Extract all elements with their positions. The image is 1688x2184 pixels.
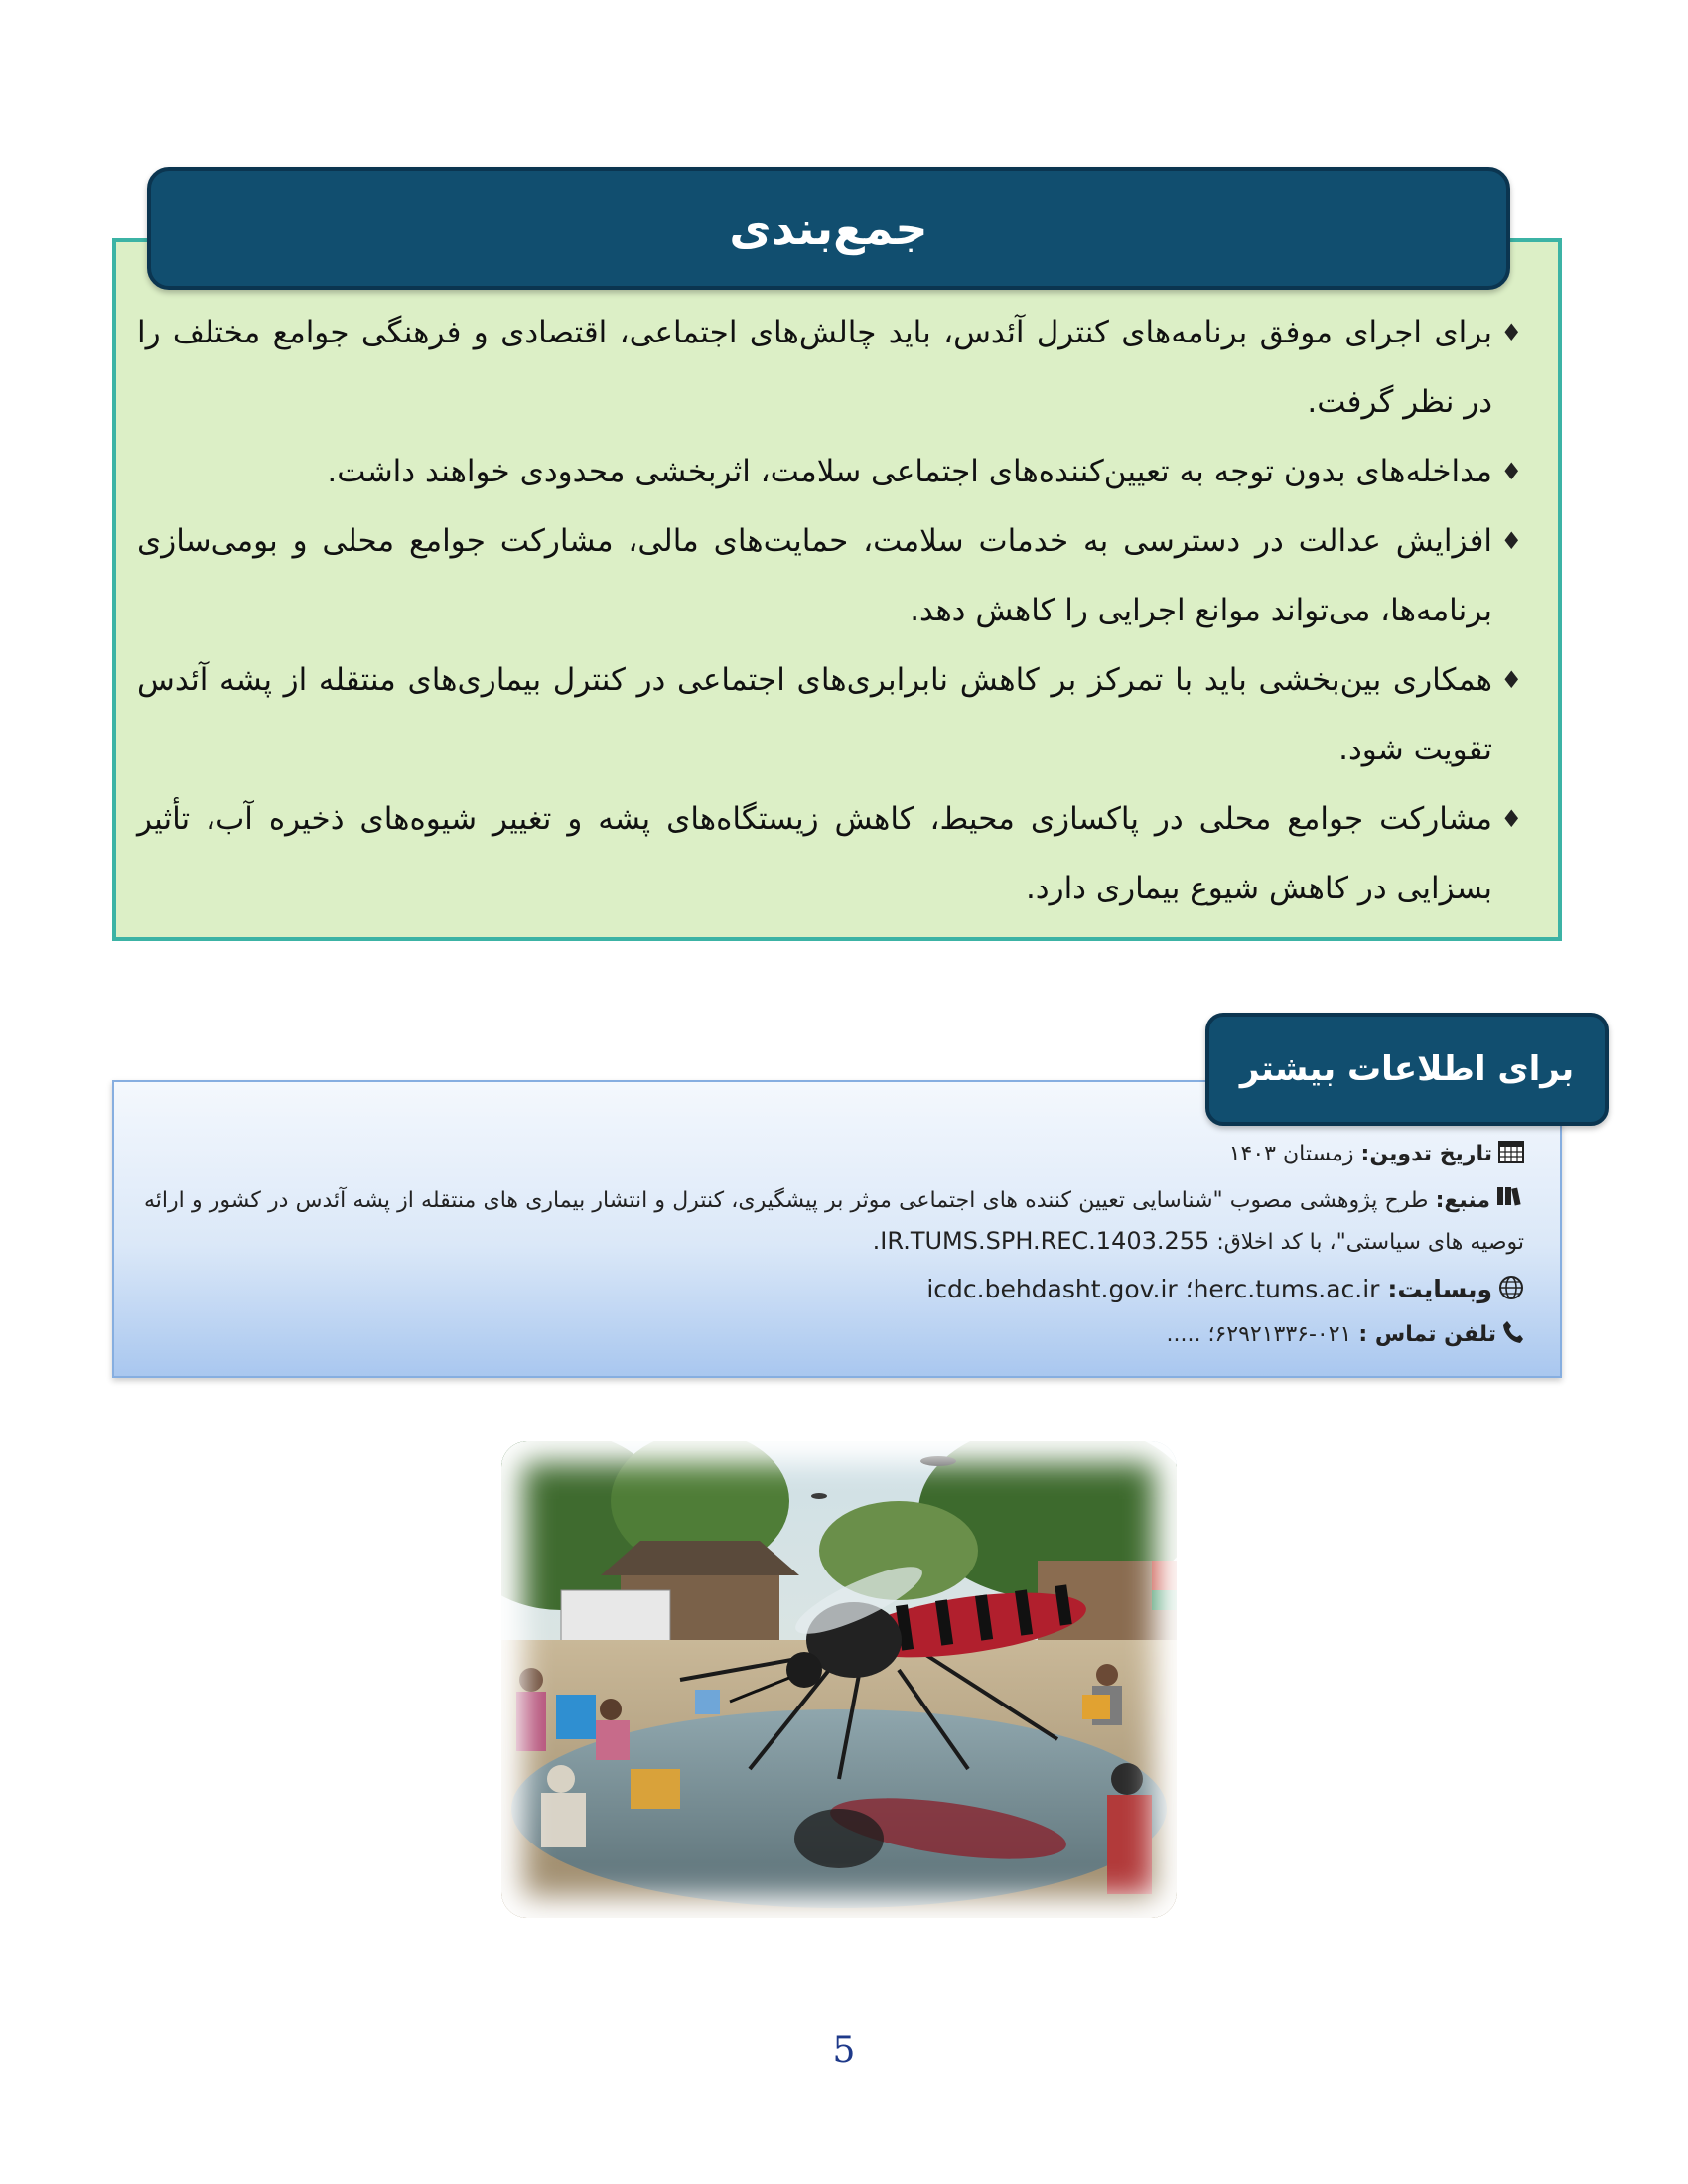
diamond-bullet-icon: ♦ xyxy=(1500,527,1522,555)
summary-item xyxy=(137,645,1522,784)
diamond-bullet-icon: ♦ xyxy=(1500,805,1522,833)
summary-item-text: مشارکت جوامع محلی در پاکسازی محیط، کاهش زیستگاه‌های پشه و تغییر شیوه‌های ذخیره آب، تأثیر بسزایی در کاهش شیوع بیماری دارد. xyxy=(137,801,1492,906)
summary-list xyxy=(137,298,1522,923)
summary-title: جمع‌بندی xyxy=(729,202,928,255)
summary-item-text: افزایش عدالت در دسترسی به خدمات سلامت، حمایت‌های مالی، مشارکت جوامع محلی و بومی‌سازی برنامه‌ها، می‌تواند موانع اجرایی را کاهش دهد. xyxy=(137,523,1492,628)
summary-item xyxy=(137,506,1522,645)
mosquito-illustration xyxy=(501,1441,1177,1918)
website-line xyxy=(926,1275,1524,1306)
date-value: زمستان ۱۴۰۳ xyxy=(1228,1142,1354,1166)
source-code: IR.TUMS.SPH.REC.1403.255. xyxy=(872,1227,1210,1255)
summary-item xyxy=(137,437,1522,506)
diamond-bullet-icon: ♦ xyxy=(1500,458,1522,485)
phone-icon xyxy=(1502,1320,1524,1350)
website-label: وبسایت: xyxy=(1387,1275,1492,1303)
source-label: منبع: xyxy=(1435,1188,1490,1213)
website-value[interactable]: herc.tums.ac.ir؛ icdc.behdasht.gov.ir xyxy=(926,1275,1380,1303)
source-text: طرح پژوهشی مصوب "شناسایی تعیین کننده های اجتماعی موثر بر پیشگیری، کنترل و انتشار بیماری های منتقله از پشه آئدس در کشور و ارائه توصیه های سیاستی"، با کد اخلاق: xyxy=(144,1188,1524,1255)
summary-item xyxy=(137,298,1522,437)
info-title: برای اطلاعات بیشتر xyxy=(1239,1049,1575,1089)
phone-line xyxy=(1166,1320,1524,1350)
calendar-icon xyxy=(1498,1140,1524,1169)
globe-icon xyxy=(1498,1275,1524,1306)
info-header xyxy=(1205,1013,1609,1126)
date-label: تاریخ تدوین: xyxy=(1360,1142,1492,1166)
diamond-bullet-icon: ♦ xyxy=(1500,666,1522,694)
phone-label: تلفن تماس : xyxy=(1358,1322,1496,1347)
phone-value: ۰۲۱-۶۲۹۲۱۳۳۶؛ ..... xyxy=(1166,1322,1352,1347)
summary-header xyxy=(147,167,1510,290)
summary-item xyxy=(137,784,1522,923)
diamond-bullet-icon: ♦ xyxy=(1500,319,1522,346)
date-line xyxy=(1229,1140,1524,1169)
page-number: 5 xyxy=(832,2030,856,2071)
source-line xyxy=(144,1181,1524,1263)
summary-item-text: همکاری بین‌بخشی باید با تمرکز بر کاهش نابرابری‌های اجتماعی در کنترل بیماری‌های منتقله از پشه آئدس تقویت شود. xyxy=(137,662,1492,767)
summary-item-text: برای اجرای موفق برنامه‌های کنترل آئدس، باید چالش‌های اجتماعی، اقتصادی و فرهنگی جوامع مختلف را در نظر گرفت. xyxy=(137,315,1492,420)
summary-item-text: مداخله‌های بدون توجه به تعیین‌کننده‌های اجتماعی سلامت، اثربخشی محدودی خواهند داشت. xyxy=(327,454,1492,489)
books-icon xyxy=(1496,1181,1524,1221)
